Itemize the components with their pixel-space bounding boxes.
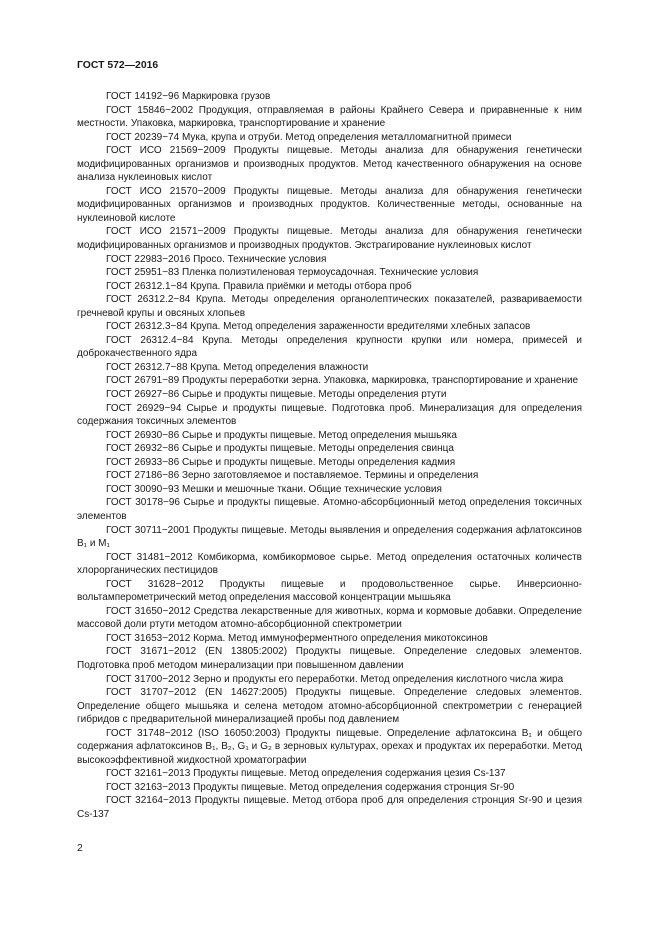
reference-item: ГОСТ 26312.1−84 Крупа. Правила приёмки и методы отбора проб — [106, 280, 412, 292]
document-header: ГОСТ 572—2016 — [77, 60, 159, 71]
reference-item: ГОСТ 30090−93 Мешки и мешочные ткани. Общие технические условия — [106, 483, 442, 495]
reference-item: ГОСТ 32161−2013 Продукты пищевые. Метод определения содержания цезия Cs-137 — [106, 768, 506, 780]
reference-item: ГОСТ ИСО 21569−2009 Продукты пищевые. Методы анализа для обнаружения генетически модифицированных организмов и производных продуктов. Метод качественного обнаружения на основе анализа нуклеиновых кислот — [77, 145, 582, 184]
reference-item: ГОСТ 30711−2001 Продукты пищевые. Методы выявления и определения содержания афлатоксинов B₁ и M₁ — [77, 524, 582, 550]
reference-item: ГОСТ ИСО 21570−2009 Продукты пищевые. Методы анализа для обнаружения генетически модифицированных организмов и производных продуктов. Количественные методы, основанные на нуклеиновой кислоте — [77, 185, 582, 224]
reference-item: ГОСТ 15846−2002 Продукция, отправляемая в районы Крайнего Севера и приравненные к ним местности. Упаковка, маркировка, транспортирование и хранение — [77, 104, 582, 130]
reference-item: ГОСТ 31481−2012 Комбикорма, комбикормовое сырье. Метод определения остаточных количеств хлорорганических пестицидов — [77, 551, 582, 577]
reference-item: ГОСТ 32164−2013 Продукты пищевые. Метод отбора проб для определения стронция Sr-90 и цезия Cs-137 — [77, 795, 582, 820]
reference-item: ГОСТ 31650−2012 Средства лекарственные для животных, корма и кормовые добавки. Определение массовой доли ртути методом атомно-абсорбционной спектрометрии — [77, 605, 582, 631]
reference-item: ГОСТ 31748−2012 (ISO 16050:2003) Продукты пищевые. Определение афлатоксина B₁ и общего содержания афлатоксинов B₁, B₂, G₁ и G₂ в зерновых культурах, орехах и продуктах их переработки. Метод высокоэффективной жидкостной хроматографии — [77, 727, 582, 766]
reference-item: ГОСТ 26312.2−84 Крупа. Методы определения органолептических показателей, развариваемости гречневой крупы и овсяных хлопьев — [77, 294, 582, 319]
reference-item: ГОСТ 32163−2013 Продукты пищевые. Метод определения содержания стронция Sr-90 — [106, 781, 515, 793]
reference-item: ГОСТ 26933−86 Сырье и продукты пищевые. Методы определения кадмия — [106, 456, 456, 468]
reference-item: ГОСТ 22983−2016 Просо. Технические условия — [106, 253, 327, 265]
reference-item: ГОСТ 26932−86 Сырье и продукты пищевые. Методы определения свинца — [106, 443, 454, 455]
references-list — [77, 90, 582, 822]
reference-item: ГОСТ 30178−96 Сырье и продукты пищевые. Атомно-абсорбционный метод определения токсичных элементов — [77, 497, 582, 522]
reference-item: ГОСТ 31707−2012 (EN 14627:2005) Продукты пищевые. Определение следовых элементов. Определение общего мышьяка и селена методом атомно-абсорбционной спектрометрии с генерацией гибридов с предварительной минерализацией пробы под давлением — [77, 687, 582, 726]
reference-item: ГОСТ ИСО 21571−2009 Продукты пищевые. Методы анализа для обнаружения генетически модифицированных организмов и производных продуктов. Экстрагирование нуклеиновых кислот — [77, 226, 582, 252]
reference-item: ГОСТ 26930−86 Сырье и продукты пищевые. Метод определения мышьяка — [106, 429, 457, 441]
reference-item: ГОСТ 27186−86 Зерно заготовляемое и поставляемое. Термины и определения — [106, 470, 479, 482]
reference-item: ГОСТ 25951−83 Пленка полиэтиленовая термоусадочная. Технические условия — [106, 267, 479, 279]
reference-item: ГОСТ 31700−2012 Зерно и продукты его переработки. Метод определения кислотного числа жира — [106, 673, 564, 685]
reference-item: ГОСТ 26929−94 Сырье и продукты пищевые. Подготовка проб. Минерализация для определения содержания токсичных элементов — [77, 402, 582, 428]
page-number: 2 — [77, 843, 83, 854]
reference-item: ГОСТ 31671−2012 (EN 13805:2002) Продукты пищевые. Определение следовых элементов. Подготовка проб методом минерализации при повышенном давлении — [77, 646, 582, 671]
reference-item: ГОСТ 26927−86 Сырье и продукты пищевые. Методы определения ртути — [106, 389, 447, 401]
reference-item: ГОСТ 31628−2012 Продукты пищевые и продовольственное сырье. Инверсионно-вольтамперометрический метод определения массовой концентрации мышьяка — [77, 578, 582, 604]
reference-item: ГОСТ 26312.4−84 Крупа. Методы определения крупности крупки или номера, примесей и доброкачественного ядра — [77, 334, 582, 360]
reference-item: ГОСТ 26312.3−84 Крупа. Метод определения зараженности вредителями хлебных запасов — [106, 321, 531, 333]
reference-item: ГОСТ 26791−89 Продукты переработки зерна. Упаковка, маркировка, транспортирование и хранение — [106, 375, 579, 387]
reference-item: ГОСТ 14192−96 Маркировка грузов — [106, 91, 271, 102]
reference-item: ГОСТ 31653−2012 Корма. Метод иммуноферментного определения микотоксинов — [106, 632, 488, 644]
reference-item: ГОСТ 20239−74 Мука, крупа и отруби. Метод определения металломагнитной примеси — [106, 131, 512, 143]
reference-item: ГОСТ 26312.7−88 Крупа. Метод определения влажности — [106, 361, 369, 373]
